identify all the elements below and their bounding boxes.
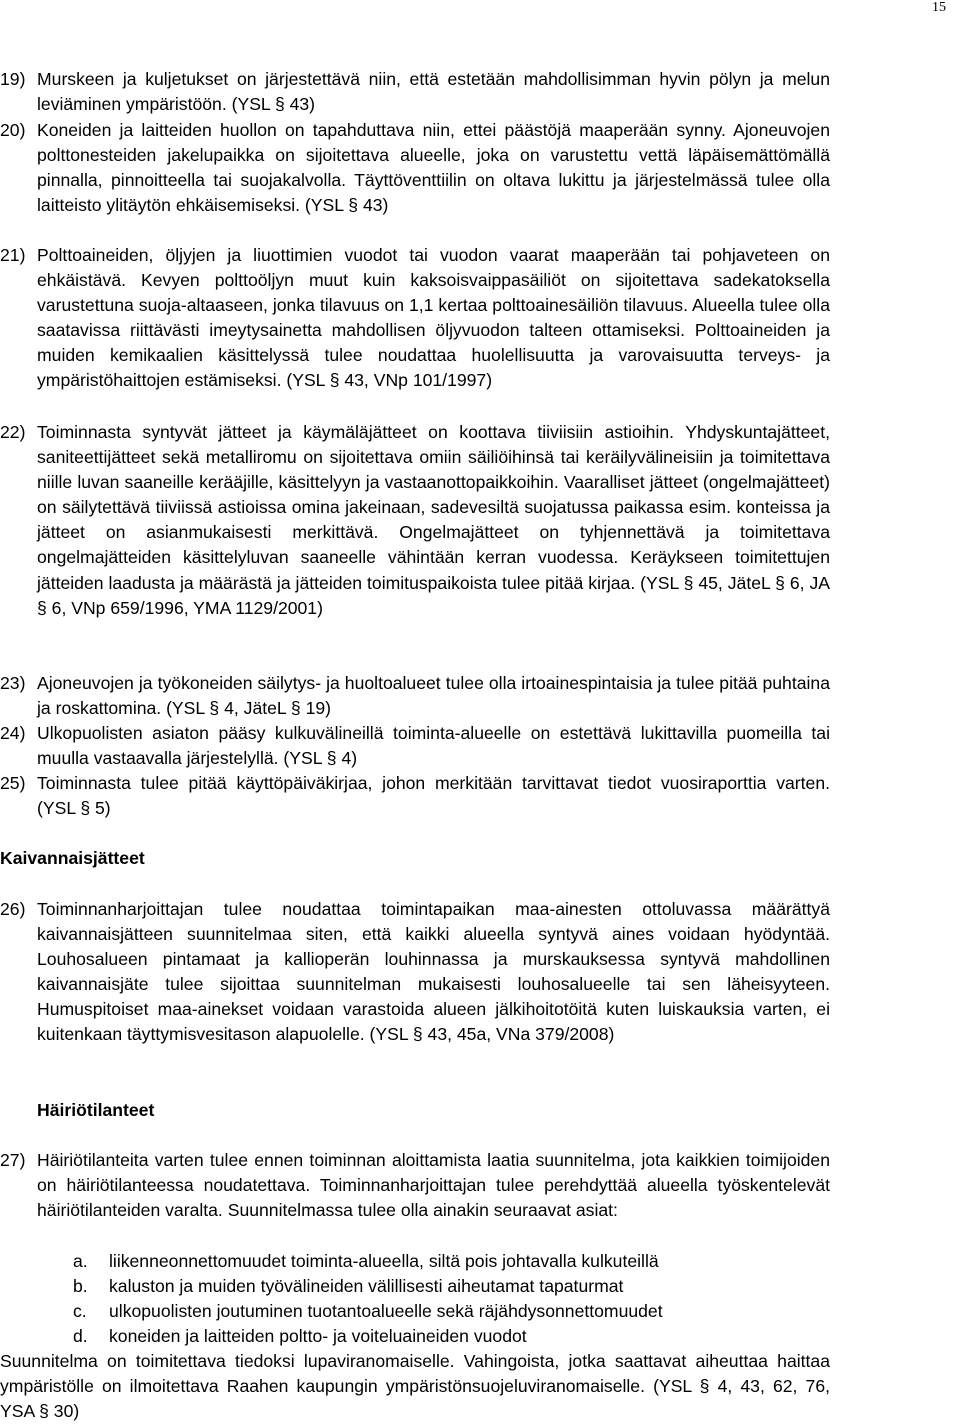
- list-item-25: [0, 771, 830, 821]
- list-item-23: [0, 671, 830, 721]
- item-text: Koneiden ja laitteiden huollon on tapahduttava niin, ettei päästöjä maaperään synny. Ajoneuvojen polttonesteiden jakelupaikka on sijoitettava alueelle, joka on varustettu vettä läpäisemättömällä pinnalla, pinnoitteella tai suojakalvolla. Täyttöventtiilin on oltava lukittu ja järjestelmässä tulee olla laitteisto ylitäytön ehkäisemiseksi. (YSL § 43): [37, 120, 830, 216]
- sub-item-c: [73, 1299, 663, 1324]
- item-text: Ajoneuvojen ja työkoneiden säilytys- ja huoltoalueet tulee olla irtoainespintaisia ja tulee pitää puhtaina ja roskattomina. (YSL § 4, JäteL § 19): [37, 673, 830, 719]
- item-text: Toiminnasta syntyvät jätteet ja käymäläjätteet on koottava tiiviisiin astioihin. Yhdyskuntajätteet, saniteettijätteet sekä metalliromu on sijoitettava omiin säiliöihinsä tai keräilyvälineisiin ja toimitettava niille luvan saaneille kerääjille, käsittelyyn ja vastaanottopaikkoihin. Vaaralliset jätteet (ongelmajätteet) on säilytettävä tiiviissä astioissa omina jakeinaan, sadevesiltä suojatussa paikassa esim. konteissa ja jätteet on asianmukaisesti merkittävä. Ongelmajätteet on tyhjennettävä ja toimitettava ongelmajätteiden käsittelyluvan saaneelle vähintään kerran vuodessa. Keräykseen toimitettujen jätteiden laadusta ja määrästä ja jätteiden toimituspaikoista tulee pitää kirjaa. (YSL § 45, JäteL § 6, JA § 6, VNp 659/1996, YMA 1129/2001): [37, 422, 830, 618]
- item-number: 21): [0, 245, 26, 265]
- list-item-20: [0, 118, 830, 218]
- item-text: Häiriötilanteita varten tulee ennen toiminnan aloittamista laatia suunnitelma, jota kaikkien toimijoiden on häiriötilanteessa noudatettava. Toiminnanharjoittajan tulee perehdyttää alueella työskentelevät häiriötilanteiden varalta. Suunnitelmassa tulee olla ainakin seuraavat asiat:: [37, 1150, 830, 1221]
- item-number: 20): [0, 120, 26, 140]
- section-heading-kaivannaisjatteet: Kaivannaisjätteet: [0, 848, 145, 868]
- list-item-24: [0, 721, 830, 771]
- sub-item-text: koneiden ja laitteiden poltto- ja voiteluaineiden vuodot: [109, 1326, 527, 1346]
- item-text: Polttoaineiden, öljyjen ja liuottimien vuodot tai vuodon vaarat maaperään tai pohjaveteen on ehkäistävä. Kevyen polttoöljyn muut kuin kaksoisvaippasäiliöt on sijoitettava sadekatoksella varustettuna suoja-altaaseen, jonka tilavuus on 1,1 kertaa polttoainesäiliön tilavuus. Alueella tulee olla saatavissa riittävästi imeytysainetta mahdollisen öljyvuodon talteen ottamiseksi. Polttoaineiden ja muiden kemikaalien käsittelyssä tulee noudattaa huolellisuutta ja varovaisuutta terveys- ja ympäristöhaittojen estämiseksi. (YSL § 43, VNp 101/1997): [37, 245, 830, 391]
- sub-item-letter: d.: [73, 1326, 88, 1346]
- item-text: Toiminnanharjoittajan tulee noudattaa toimintapaikan maa-ainesten ottoluvassa määrättyä kaivannaisjätteen suunnitelmaa siten, että kaikki alueella syntyvä aines voidaan hyödyntää. Louhosalueen pintamaat ja kallioperän louhinnassa ja murskauksessa syntyvä mahdollinen kaivannaisjäte tulee sijoittaa suunnitelman mukaisesti louhosalueelle tai sen läheisyyteen. Humuspitoiset maa-ainekset voidaan varastoida alueen jälkihoitotöitä kuten luiskauksia varten, ei kuitenkaan täyttymisvesitason alapuolelle. (YSL § 43, 45a, VNa 379/2008): [37, 899, 830, 1045]
- item-text: Toiminnasta tulee pitää käyttöpäiväkirjaa, johon merkitään tarvittavat tiedot vuosiraporttia varten. (YSL § 5): [37, 773, 830, 819]
- list-item-27: [0, 1148, 830, 1223]
- item-number: 23): [0, 673, 26, 693]
- sub-item-letter: c.: [73, 1301, 87, 1321]
- item-number: 19): [0, 69, 26, 89]
- list-item-26: [0, 897, 830, 1048]
- sub-item-text: liikenneonnettomuudet toiminta-alueella, siltä pois johtavalla kulkuteillä: [109, 1251, 659, 1271]
- item-text: Murskeen ja kuljetukset on järjestettävä niin, että estetään mahdollisimman hyvin pölyn ja melun leviäminen ympäristöön. (YSL § 43): [37, 69, 830, 115]
- sub-item-b: [73, 1274, 623, 1299]
- sub-item-a: [73, 1249, 659, 1274]
- item-number: 24): [0, 723, 26, 743]
- list-item-22: [0, 420, 830, 621]
- list-item-19: [0, 67, 830, 117]
- sub-item-letter: a.: [73, 1251, 88, 1271]
- section-heading-hairiotilanteet: Häiriötilanteet: [37, 1100, 155, 1120]
- page-number: 15: [932, 0, 946, 15]
- item-number: 27): [0, 1150, 26, 1170]
- sub-item-d: [73, 1324, 527, 1349]
- sub-item-text: ulkopuolisten joutuminen tuotantoalueelle sekä räjähdysonnettomuudet: [109, 1301, 663, 1321]
- item-text: Ulkopuolisten asiaton pääsy kulkuvälineillä toiminta-alueelle on estettävä lukittavilla puomeilla tai muulla vastaavalla järjestelyllä. (YSL § 4): [37, 723, 830, 769]
- item-number: 26): [0, 899, 26, 919]
- sub-item-text: kaluston ja muiden työvälineiden välillisesti aiheutamat tapaturmat: [109, 1276, 624, 1296]
- sub-item-letter: b.: [73, 1276, 88, 1296]
- item-number: 22): [0, 422, 26, 442]
- closing-paragraph: Suunnitelma on toimitettava tiedoksi lupaviranomaiselle. Vahingoista, jotka saattavat aiheuttaa haittaa ympäristölle on ilmoitettava Raahen kaupungin ympäristönsuojeluviranomaiselle. (YSL § 4, 43, 62, 76, YSA § 30): [0, 1351, 830, 1422]
- item-number: 25): [0, 773, 26, 793]
- list-item-21: [0, 243, 830, 394]
